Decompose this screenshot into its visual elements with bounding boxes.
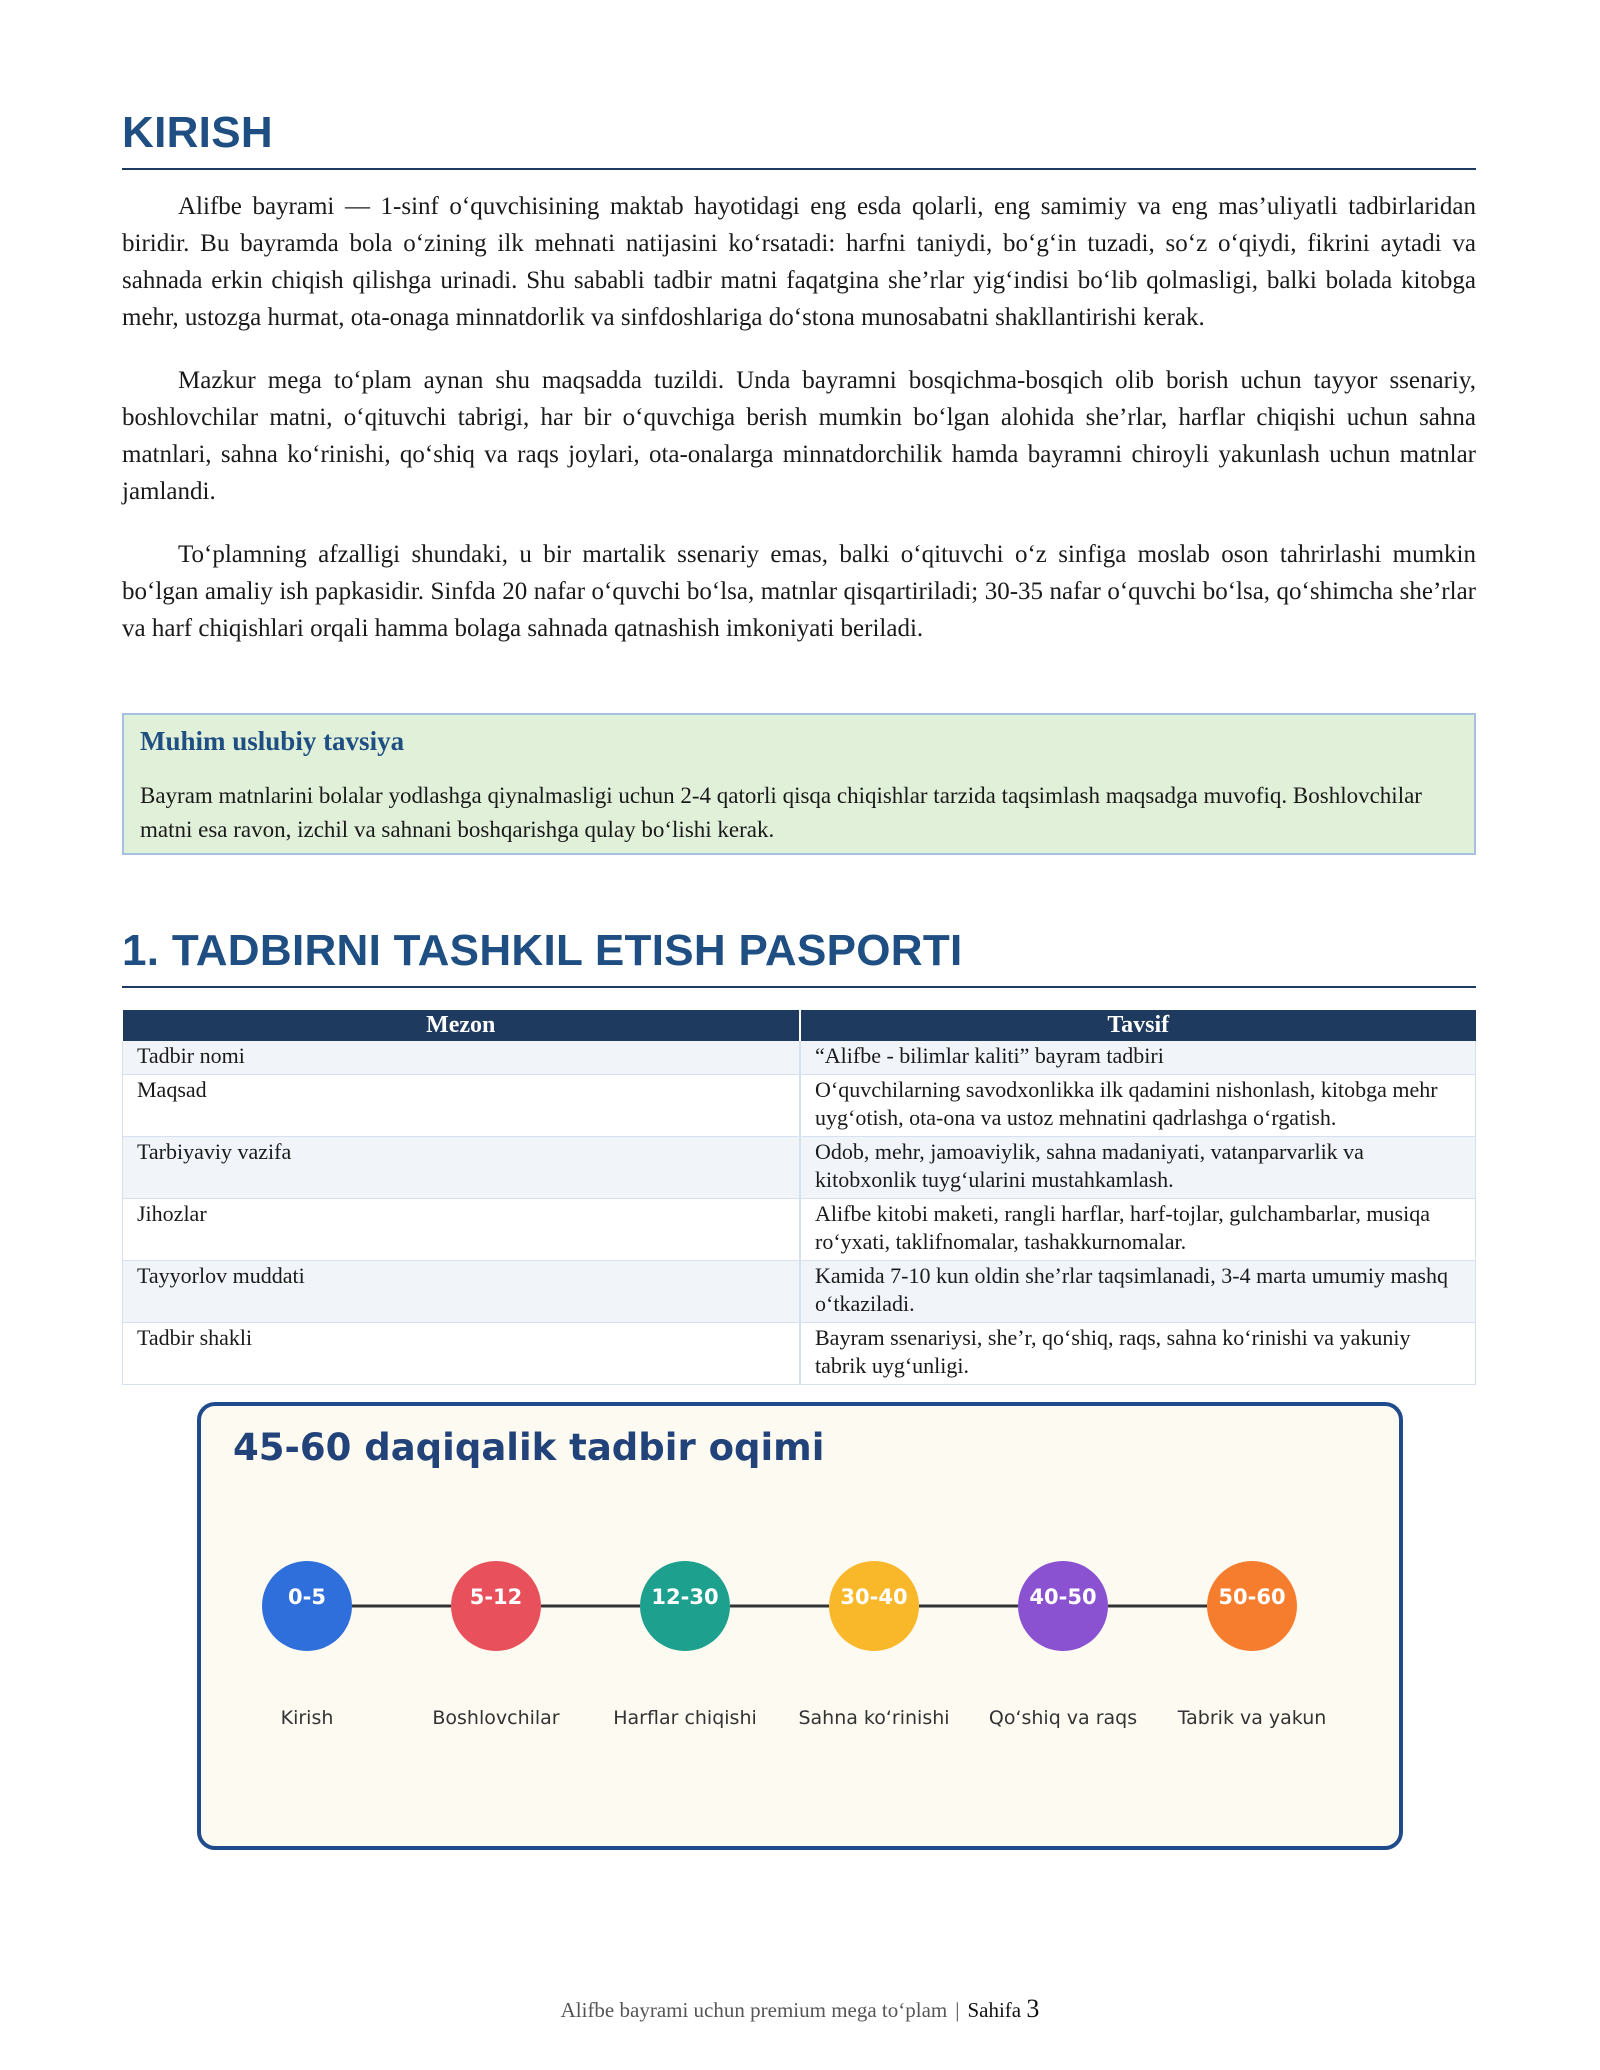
methodical-note-box	[122, 713, 1476, 855]
table-cell-description: Odob, mehr, jamoaviylik, sahna madaniyati, vatanparvarlik va kitobxonlik tuyg‘ularini mustahkamlash.	[800, 1137, 1476, 1199]
page-footer	[0, 1994, 1600, 2024]
intro-paragraph-2: Mazkur mega to‘plam aynan shu maqsadda tuzildi. Unda bayramni bosqichma-bosqich olib borish uchun tayyor ssenariy, boshlovchilar matni, o‘qituvchi tabrigi, har bir o‘quvchiga berish mumkin bo‘lgan alohida she’rlar, harflar chiqishi uchun sahna matnlari, sahna ko‘rinishi, qo‘shiq va raqs joylari, ota-onalarga minnatdorchilik hamda bayramni chiroyli yakunlash uchun matnlar jamlandi.	[122, 367, 1476, 505]
table-cell-criterion: Tayyorlov muddati	[123, 1261, 801, 1323]
table-cell-criterion: Tarbiyaviy vazifa	[123, 1137, 801, 1199]
intro-paragraph-1: Alifbe bayrami — 1-sinf o‘quvchisining maktab hayotidagi eng esda qolarli, eng samimiy va eng mas’uliyatli tadbirlaridan biridir. Bu bayramda bola o‘zining ilk mehnati natijasini ko‘rsatadi: harfni taniydi, bo‘g‘in tuzadi, so‘z o‘qiydi, fikrini aytadi va sahnada erkin chiqish qilishga urinadi. Shu sababli tadbir matni faqatgina she’rlar yig‘indisi bo‘lib qolmasligi, balki bolada kitobga mehr, ustozga hurmat, ota-onaga minnatdorlik va sinfdoshlariga do‘stona munosabatni shakllantirishi kerak.	[122, 193, 1476, 331]
flow-step-label: Qo‘shiq va raqs	[988, 1707, 1138, 1729]
flow-step-label: Sahna ko‘rinishi	[798, 1707, 950, 1729]
table-row	[123, 1261, 1476, 1323]
section-1-heading: 1. TADBIRNI TASHKIL ETISH PASPORTI	[122, 926, 1476, 988]
footer-text: Alifbe bayrami uchun premium mega to‘plam	[560, 1998, 948, 2022]
table-row	[123, 1199, 1476, 1261]
flow-title: 45-60 daqiqalik tadbir oqimi	[233, 1426, 825, 1469]
flow-step-range: 0-5	[288, 1585, 326, 1609]
table-row	[123, 1075, 1476, 1137]
table-cell-description: O‘quvchilarning savodxonlikka ilk qadamini nishonlash, kitobga mehr uyg‘otish, ota-ona va ustoz mehnatini qadrlashga o‘rgatish.	[800, 1075, 1476, 1137]
column-header-description: Tavsif	[800, 1010, 1476, 1041]
flow-step-label: Kirish	[280, 1707, 334, 1729]
flow-step-range: 5-12	[469, 1585, 523, 1609]
table-header-row	[123, 1010, 1476, 1041]
flow-step-range: 40-50	[1029, 1585, 1097, 1609]
column-header-criterion: Mezon	[123, 1010, 801, 1041]
footer-page-label: Sahifa	[967, 1998, 1022, 2022]
table-cell-description: Bayram ssenariysi, she’r, qo‘shiq, raqs, sahna ko‘rinishi va yakuniy tabrik uyg‘unligi.	[800, 1323, 1476, 1385]
flow-step-range: 50-60	[1218, 1585, 1286, 1609]
intro-body	[122, 188, 1476, 673]
table-cell-criterion: Tadbir shakli	[123, 1323, 801, 1385]
table-cell-description: Kamida 7-10 kun oldin she’rlar taqsimlanadi, 3-4 marta umumiy mashq o‘tkaziladi.	[800, 1261, 1476, 1323]
event-flow-diagram	[197, 1402, 1403, 1850]
flow-timeline	[201, 1406, 1399, 1846]
table-cell-criterion: Maqsad	[123, 1075, 801, 1137]
table-cell-criterion: Tadbir nomi	[123, 1041, 801, 1075]
flow-step-label: Harflar chiqishi	[613, 1707, 757, 1729]
table-row	[123, 1041, 1476, 1075]
table-row	[123, 1137, 1476, 1199]
intro-heading: KIRISH	[122, 108, 1476, 170]
note-title: Muhim uslubiy tavsiya	[140, 726, 405, 756]
table-cell-description: “Alifbe - bilimlar kaliti” bayram tadbiri	[800, 1041, 1476, 1075]
table-row	[123, 1323, 1476, 1385]
table-cell-description: Alifbe kitobi maketi, rangli harflar, harf-tojlar, gulchambarlar, musiqa ro‘yxati, taklifnomalar, tashakkurnomalar.	[800, 1199, 1476, 1261]
intro-paragraph-3: To‘plamning afzalligi shundaki, u bir martalik ssenariy emas, balki o‘qituvchi o‘z sinfiga moslab oson tahrirlashi mumkin bo‘lgan amaliy ish papkasidir. Sinfda 20 nafar o‘quvchi bo‘lsa, matnlar qisqartiriladi; 30-35 nafar o‘quvchi bo‘lsa, qo‘shimcha she’rlar va harf chiqishlari orqali hamma bolaga sahnada qatnashish imkoniyati beriladi.	[122, 541, 1476, 642]
flow-step-label: Boshlovchilar	[432, 1707, 560, 1729]
footer-separator: |	[955, 1998, 960, 2022]
passport-table	[122, 1010, 1476, 1385]
footer-page-number: 3	[1026, 1994, 1040, 2023]
flow-step-range: 30-40	[840, 1585, 908, 1609]
table-cell-criterion: Jihozlar	[123, 1199, 801, 1261]
flow-step-label: Tabrik va yakun	[1177, 1707, 1327, 1729]
note-body: Bayram matnlarini bolalar yodlashga qiynalmasligi uchun 2-4 qatorli qisqa chiqishlar tarzida taqsimlash maqsadga muvofiq. Boshlovchilar matni esa ravon, izchil va sahnani boshqarishga qulay bo‘lishi kerak.	[140, 783, 1422, 842]
flow-step-range: 12-30	[651, 1585, 719, 1609]
